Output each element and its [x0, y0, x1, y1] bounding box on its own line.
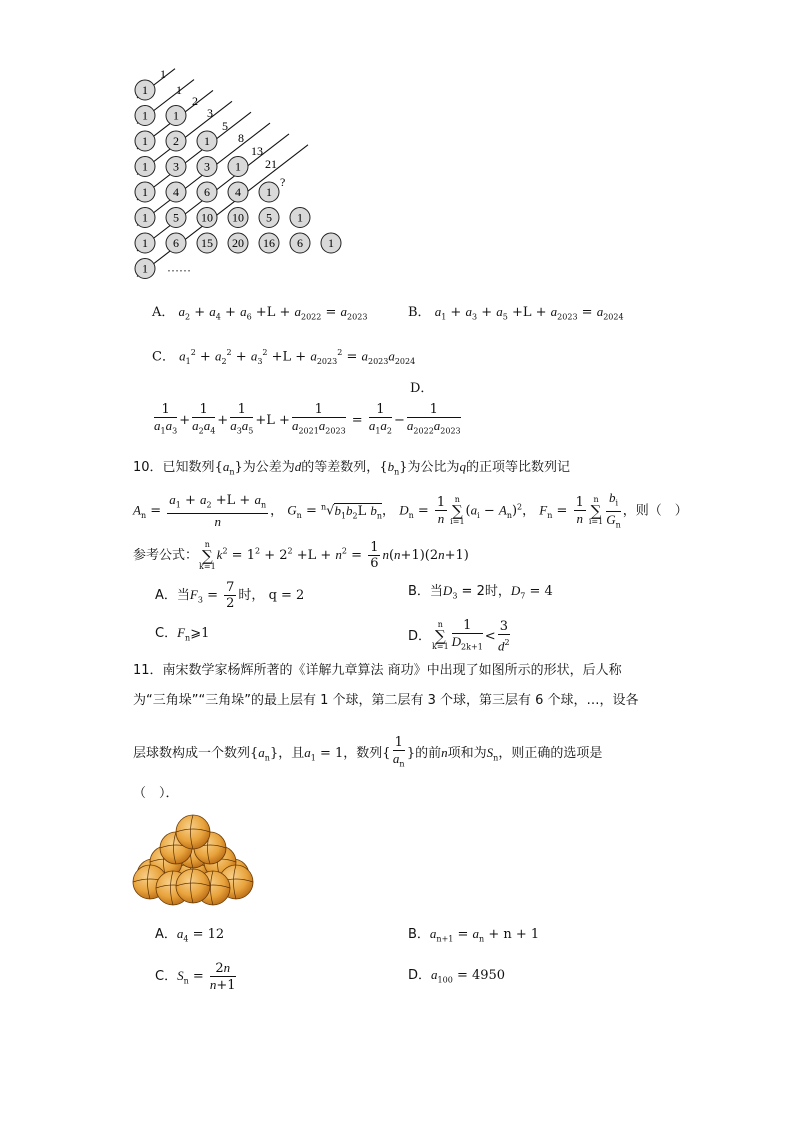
circle-value: 10 [232, 210, 244, 225]
option-c-label: C． [152, 349, 175, 365]
q11-option-b[interactable]: B．$a_{n+1} = a_n + n + 1$ [408, 926, 540, 944]
circle-value: 15 [201, 236, 213, 250]
diagonal-sum-label: 1 [176, 83, 182, 97]
q11-line4: （ ）． [133, 786, 179, 801]
circle-value: 6 [297, 236, 303, 250]
circle-value: 6 [173, 236, 179, 250]
diagonal-sum-label: 8 [238, 131, 244, 145]
diagonal-line [137, 145, 308, 277]
circle-value: 1 [142, 134, 148, 148]
circle-value: 20 [232, 236, 244, 250]
q11-line3: 层球数构成一个数列$\{a_n\}$，且$a_1 = 1$，数列{ $\frac{1}{a_n}$ }的前n项和为$S_n$，则正确的选项是 [133, 735, 603, 769]
circle-value: 1 [204, 134, 210, 148]
q11-option-a[interactable]: A．$a_4 = 12$ [155, 926, 225, 944]
q9-option-b[interactable]: B． $a_1 + a_3 + a_5 +L + a_{2023} = a_{2024}$ [408, 304, 624, 322]
q10-option-c[interactable]: C．$F_n⩾1$ [155, 625, 210, 643]
q9-option-d[interactable]: $\frac{1}{a_1a_3}$ + $\frac{1}{a_2a_4}$ + $\frac{1}{a_3a_5}$ +L + $\frac{1}{a_{2021}a_{2023}}$ = $\frac{1}{a_1a_2}$ − $\frac{1}{a_{2022}a_{2023}}$ [154, 402, 461, 436]
diagonal-sum-label: 13 [251, 144, 263, 158]
circle-value: 16 [263, 236, 275, 250]
circle-value: 1 [173, 108, 179, 123]
circle-value: 3 [204, 159, 210, 174]
circle-value: 2 [173, 134, 179, 148]
circle-value: 1 [142, 108, 148, 123]
triangular-ball-stack-figure [128, 812, 258, 907]
circle-value: 1 [142, 159, 148, 174]
circle-value: 10 [201, 210, 213, 225]
q10-option-b[interactable]: B．当$D_3 = 2$时，$D_7 = 4$ [408, 583, 553, 601]
option-b-label: B． [408, 305, 431, 320]
q9-option-c[interactable]: C． $a_1^2 + a_2^2 + a_3^2 +L + a_{2023}^2 = a_{2023}a_{2024}$ [152, 348, 416, 366]
diagonal-sum-label: 21 [265, 157, 277, 171]
q11-option-d[interactable]: D．$a_{100} = 4950$ [408, 967, 506, 985]
circle-value: 1 [142, 83, 148, 97]
circle-value: 1 [266, 185, 272, 199]
q11-option-c[interactable]: C．$S_n$ = $\frac{2n}{n+1}$ [155, 960, 236, 993]
circle-value: 1 [142, 236, 148, 250]
q11-line2: 为“三角垛”“三角垛”的最上层有 1 个球，第二层有 3 个球，第三层有 6 个球，…，设各 [133, 693, 639, 708]
circle-value: 6 [204, 185, 210, 199]
circle-value: 1 [142, 261, 148, 276]
ellipsis-text: …… [167, 260, 191, 275]
circle-value: 5 [266, 210, 272, 225]
ball [176, 815, 210, 849]
diagonal-sum-label: 1 [160, 67, 166, 81]
circle-value: 3 [173, 159, 179, 174]
circle-value: 1 [328, 236, 334, 250]
pascal-triangle-figure [125, 62, 355, 282]
q10-option-d[interactable]: D．n ∑ k=1 $\frac{1}{D_{2k+1}}$ < $\frac{3}{d^2}$ [408, 618, 510, 653]
circle-value: 1 [142, 185, 148, 199]
diagonal-sum-label: 2 [192, 94, 198, 108]
q9-option-a[interactable]: A． $a_2 + a_4 + a_6 +L + a_{2022} = a_{2023}$ [152, 304, 368, 322]
circle-value: 1 [142, 210, 148, 225]
diagonal-sum-label: ? [280, 175, 286, 189]
circle-value: 4 [173, 185, 179, 199]
ball [176, 869, 210, 903]
option-a-label: A． [152, 305, 175, 320]
q10-stem: 10．已知数列$\{a_n\}$为公差为d的等差数列，$\{b_n\}$为公比为q的正项等比数列记 [133, 459, 571, 477]
q10-definitions: $A_n$ = $\frac{a_1 + a_2 +L + a_n}{n}$ ， $G_n = ^n√b_1b_2L$ $b_n$， $D_n$ = $\frac{1}{n}$ n ∑ $i=1(a_i - A_n)^2$， $F_n$ = $\frac{1}{n}$ n ∑ i=1 $\frac{b_i}{G_n}$ ，则（ ） [133, 490, 688, 530]
circle-value: 5 [173, 210, 179, 225]
circle-value: 1 [297, 210, 303, 225]
diagonal-sum-label: 5 [222, 119, 228, 133]
diagonal-sum-label: 3 [207, 106, 213, 120]
q10-reference-formula: 参考公式：n ∑ $k=1k^2 = 1^2 + 2^2 +L + n^2$ = $\frac{1}{6}$ n(n+1)(2n+1) [133, 539, 469, 571]
q10-option-a[interactable]: A．当$F_3$ = $\frac{7}{2}$ 时， q = 2 [155, 580, 305, 611]
q9-option-d-label[interactable]: D． [410, 381, 434, 396]
circle-value: 1 [235, 159, 241, 174]
q11-line1: 11．南宋数学家杨辉所著的《详解九章算法 商功》中出现了如图所示的形状，后人称 [133, 663, 622, 678]
circle-value: 4 [235, 185, 241, 199]
